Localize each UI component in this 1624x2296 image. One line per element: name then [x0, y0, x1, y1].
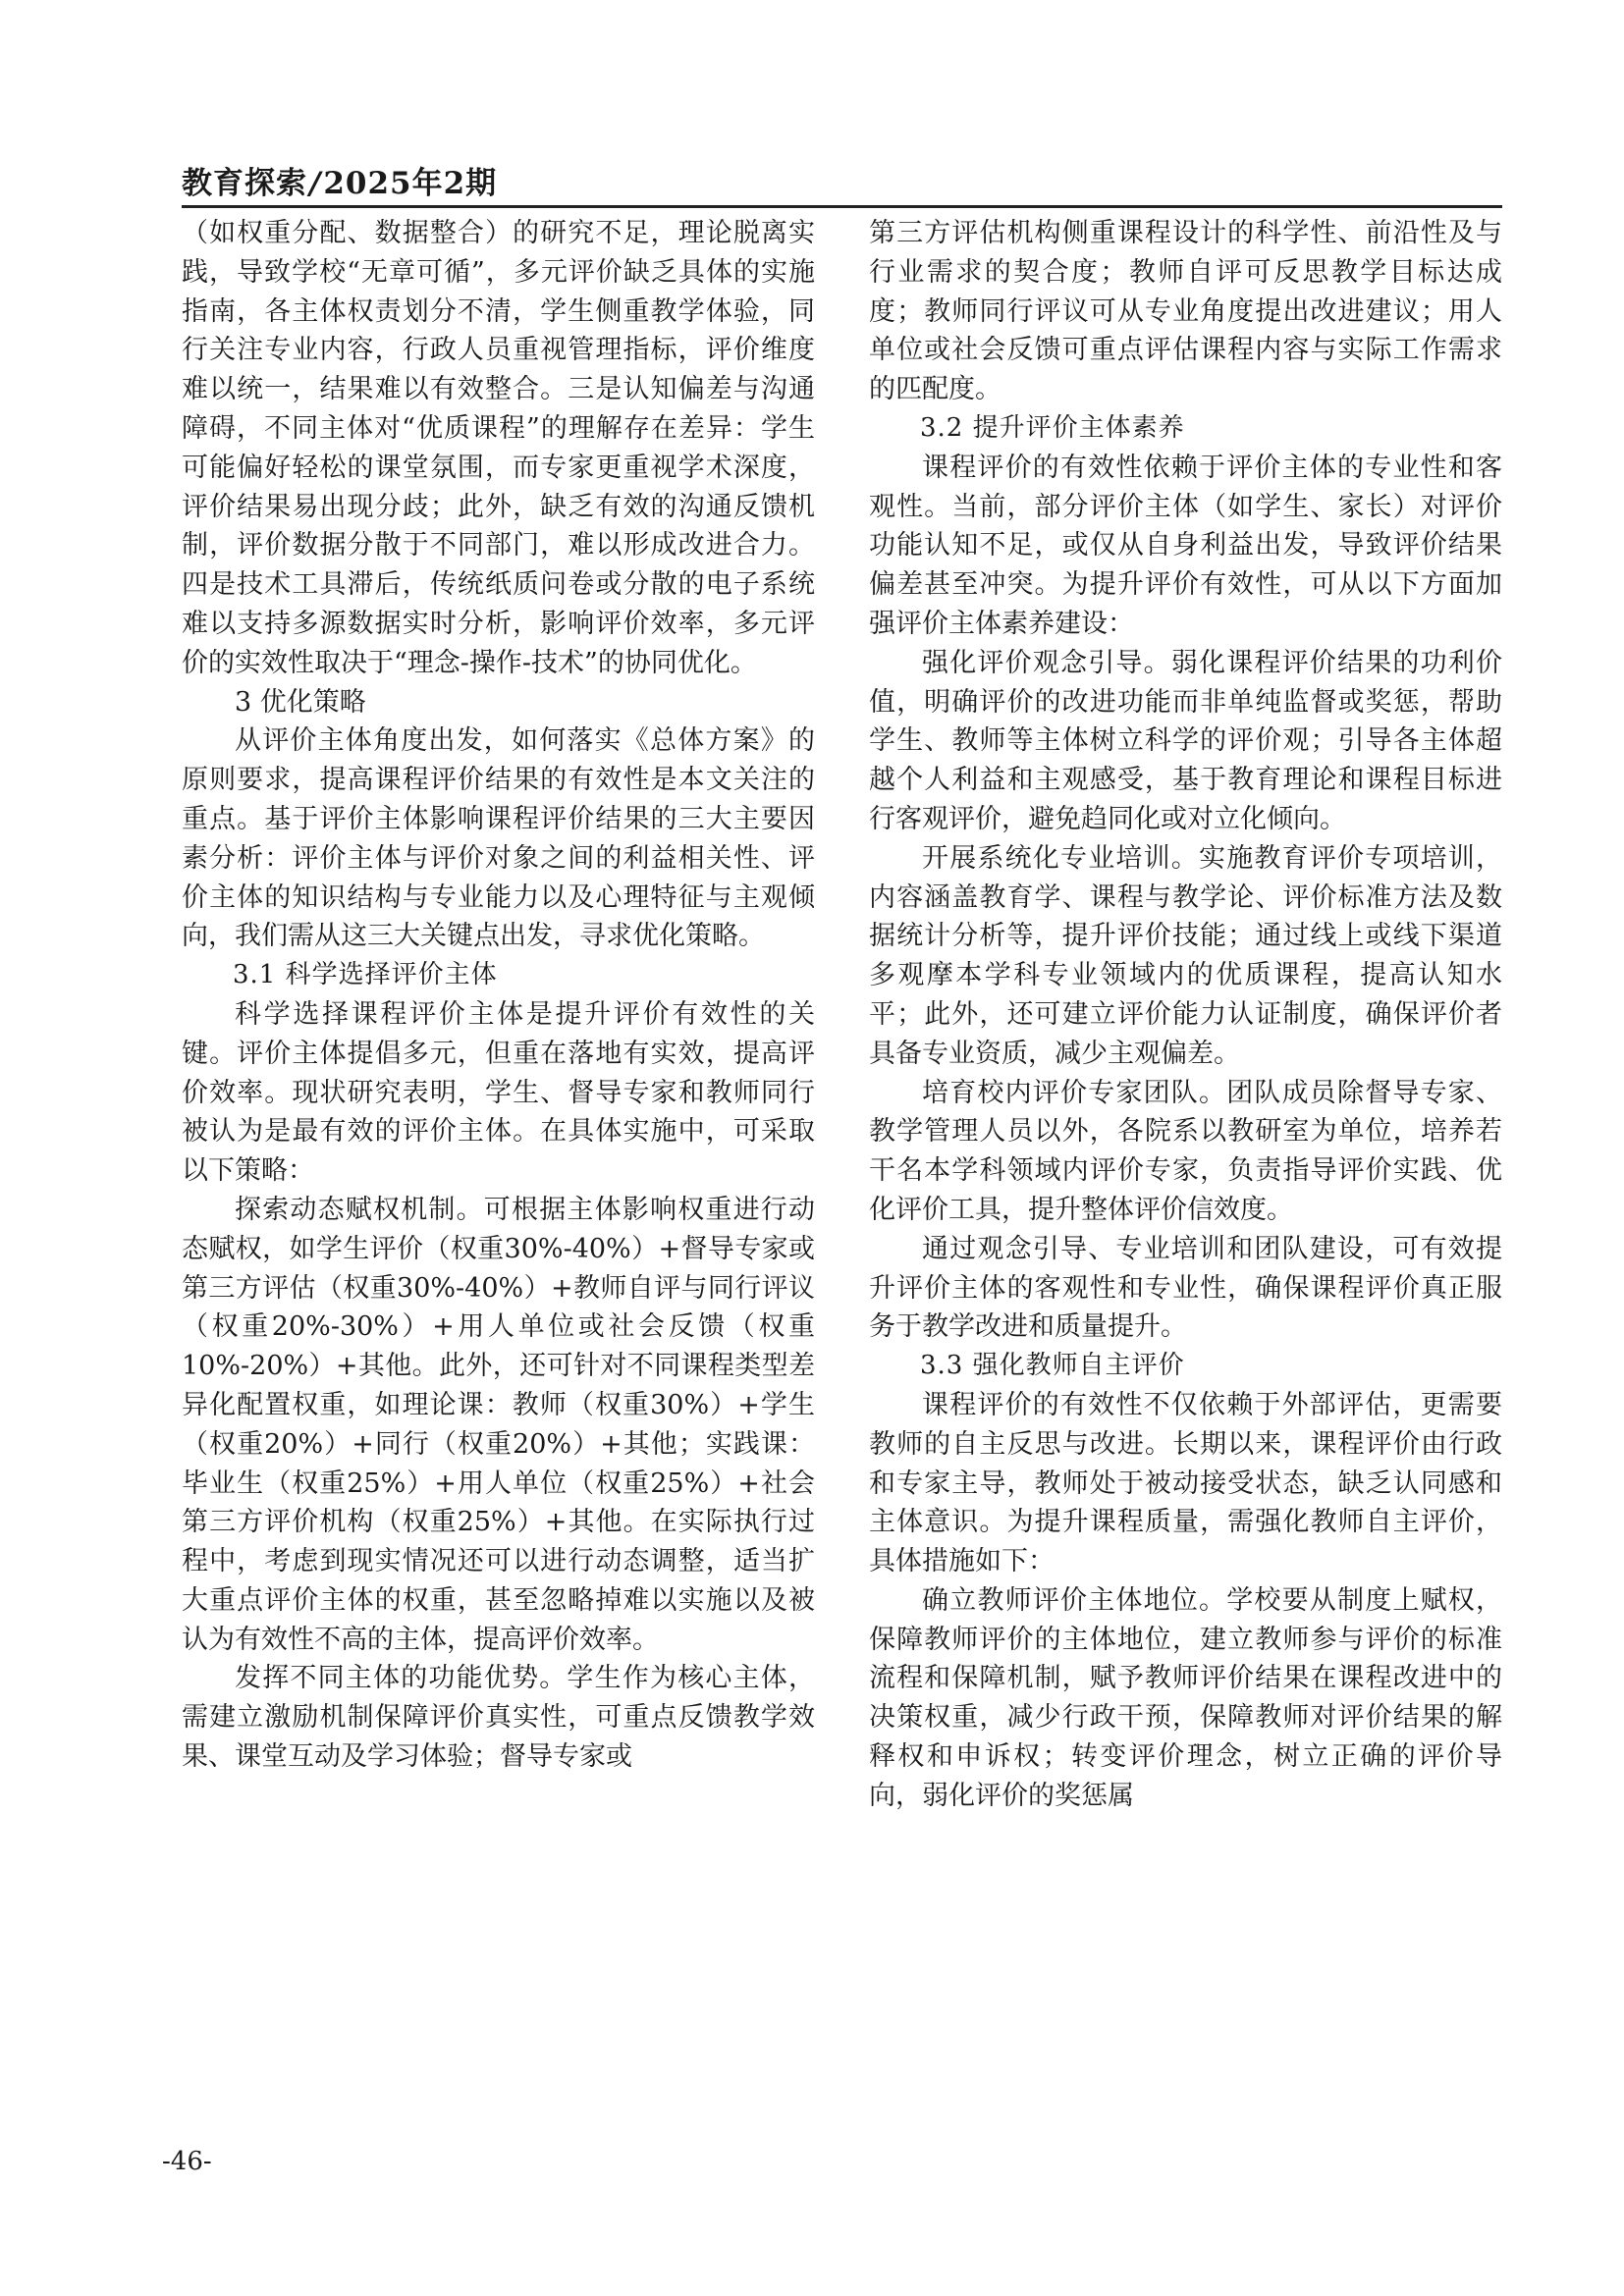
paragraph: 开展系统化专业培训。实施教育评价专项培训，内容涵盖教育学、课程与教学论、评价标准方法及数据统计分析等，提升评价技能；通过线上或线下渠道多观摩本学科专业领域内的优质课程，提高认知水平；此外，还可建立评价能力认证制度，确保评价者具备专业资质，减少主观偏差。 — [869, 842, 1502, 1069]
issue-label: 2025年2期 — [323, 166, 498, 201]
subsection-heading-3-3: 3.3 强化教师自主评价 — [920, 1351, 1185, 1381]
paragraph: 通过观念引导、专业培训和团队建设，可有效提升评价主体的客观性和专业性，确保课程评价真正服务于教学改进和质量提升。 — [869, 1233, 1502, 1343]
left-column — [182, 214, 815, 1777]
right-column — [869, 214, 1502, 1816]
paragraph: 科学选择课程评价主体是提升评价有效性的关键。评价主体提倡多元，但重在落地有实效，提高评价效率。现状研究表明，学生、督导专家和教师同行被认为是最有效的评价主体。在具体实施中，可采取以下策略： — [182, 998, 815, 1187]
header-rule — [182, 205, 1502, 208]
running-header — [182, 157, 1502, 208]
paragraph: 培育校内评价专家团队。团队成员除督导专家、教学管理人员以外，各院系以教研室为单位，培养若干名本学科领域内评价专家，负责指导评价实践、优化评价工具，提升整体评价信效度。 — [869, 1077, 1502, 1225]
journal-name: 教育探索 — [182, 166, 307, 201]
paragraph: 探索动态赋权机制。可根据主体影响权重进行动态赋权，如学生评价（权重30%-40%）+督导专家或第三方评估（权重30%-40%）+教师自评与同行评议（权重20%-30%）+用人单位或社会反馈（权重10%-20%）+其他。此外，还可针对不同课程类型差异化配置权重，如理论课：教师（权重30%）+学生（权重20%）+同行（权重20%）+其他；实践课：毕业生（权重25%）+用人单位（权重25%）+社会第三方评价机构（权重25%）+其他。在实际执行过程中，考虑到现实情况还可以进行动态调整，适当扩大重点评价主体的权重，甚至忽略掉难以实施以及被认为有效性不高的主体，提高评价效率。 — [182, 1194, 815, 1655]
section-heading-3: 3 优化策略 — [235, 686, 366, 718]
paragraph: 从评价主体角度出发，如何落实《总体方案》的原则要求，提高课程评价结果的有效性是本文关注的重点。基于评价主体影响课程评价结果的三大主要因素分析：评价主体与评价对象之间的利益相关性、评价主体的知识结构与专业能力以及心理特征与主观倾向，我们需从这三大关键点出发，寻求优化策略。 — [182, 725, 815, 952]
page-number: -46- — [162, 2147, 212, 2176]
paragraph: （如权重分配、数据整合）的研究不足，理论脱离实践，导致学校“无章可循”，多元评价缺乏具体的实施指南，各主体权责划分不清，学生侧重教学体验，同行关注专业内容，行政人员重视管理指标，评价维度难以统一，结果难以有效整合。三是认知偏差与沟通障碍，不同主体对“优质课程”的理解存在差异：学生可能偏好轻松的课堂氛围，而专家更重视学术深度，评价结果易出现分歧；此外，缺乏有效的沟通反馈机制，评价数据分散于不同部门，难以形成改进合力。四是技术工具滞后，传统纸质问卷或分散的电子系统难以支持多源数据实时分析，影响评价效率，多元评价的实效性取决于“理念-操作-技术”的协同优化。 — [182, 218, 815, 678]
journal-issue — [182, 158, 497, 202]
separator: / — [309, 166, 322, 201]
subsection-heading-3-2: 3.2 提升评价主体素养 — [920, 412, 1185, 443]
paragraph: 课程评价的有效性不仅依赖于外部评估，更需要教师的自主反思与改进。长期以来，课程评价由行政和专家主导，教师处于被动接受状态，缺乏认同感和主体意识。为提升课程质量，需强化教师自主评价，具体措施如下： — [869, 1389, 1502, 1577]
subsection-heading-3-1: 3.1 科学选择评价主体 — [233, 960, 498, 990]
paragraph: 课程评价的有效性依赖于评价主体的专业性和客观性。当前，部分评价主体（如学生、家长）对评价功能认知不足，或仅从自身利益出发，导致评价结果偏差甚至冲突。为提升评价有效性，可从以下方面加强评价主体素养建设： — [869, 452, 1502, 639]
paragraph: 确立教师评价主体地位。学校要从制度上赋权，保障教师评价的主体地位，建立教师参与评价的标准流程和保障机制，赋予教师评价结果在课程改进中的决策权重，减少行政干预，保障教师对评价结果的解释权和申诉权；转变评价理念，树立正确的评价导向，弱化评价的奖惩属 — [869, 1584, 1502, 1811]
paragraph: 发挥不同主体的功能优势。学生作为核心主体，需建立激励机制保障评价真实性，可重点反馈教学效果、课堂互动及学习体验；督导专家或 — [182, 1663, 815, 1773]
paragraph: 第三方评估机构侧重课程设计的科学性、前沿性及与行业需求的契合度；教师自评可反思教学目标达成度；教师同行评议可从专业角度提出改进建议；用人单位或社会反馈可重点评估课程内容与实际工作需求的匹配度。 — [869, 218, 1502, 405]
paragraph: 强化评价观念引导。弱化课程评价结果的功利价值，明确评价的改进功能而非单纯监督或奖惩，帮助学生、教师等主体树立科学的评价观；引导各主体超越个人利益和主观感受，基于教育理论和课程目标进行客观评价，避免趋同化或对立化倾向。 — [869, 647, 1502, 834]
